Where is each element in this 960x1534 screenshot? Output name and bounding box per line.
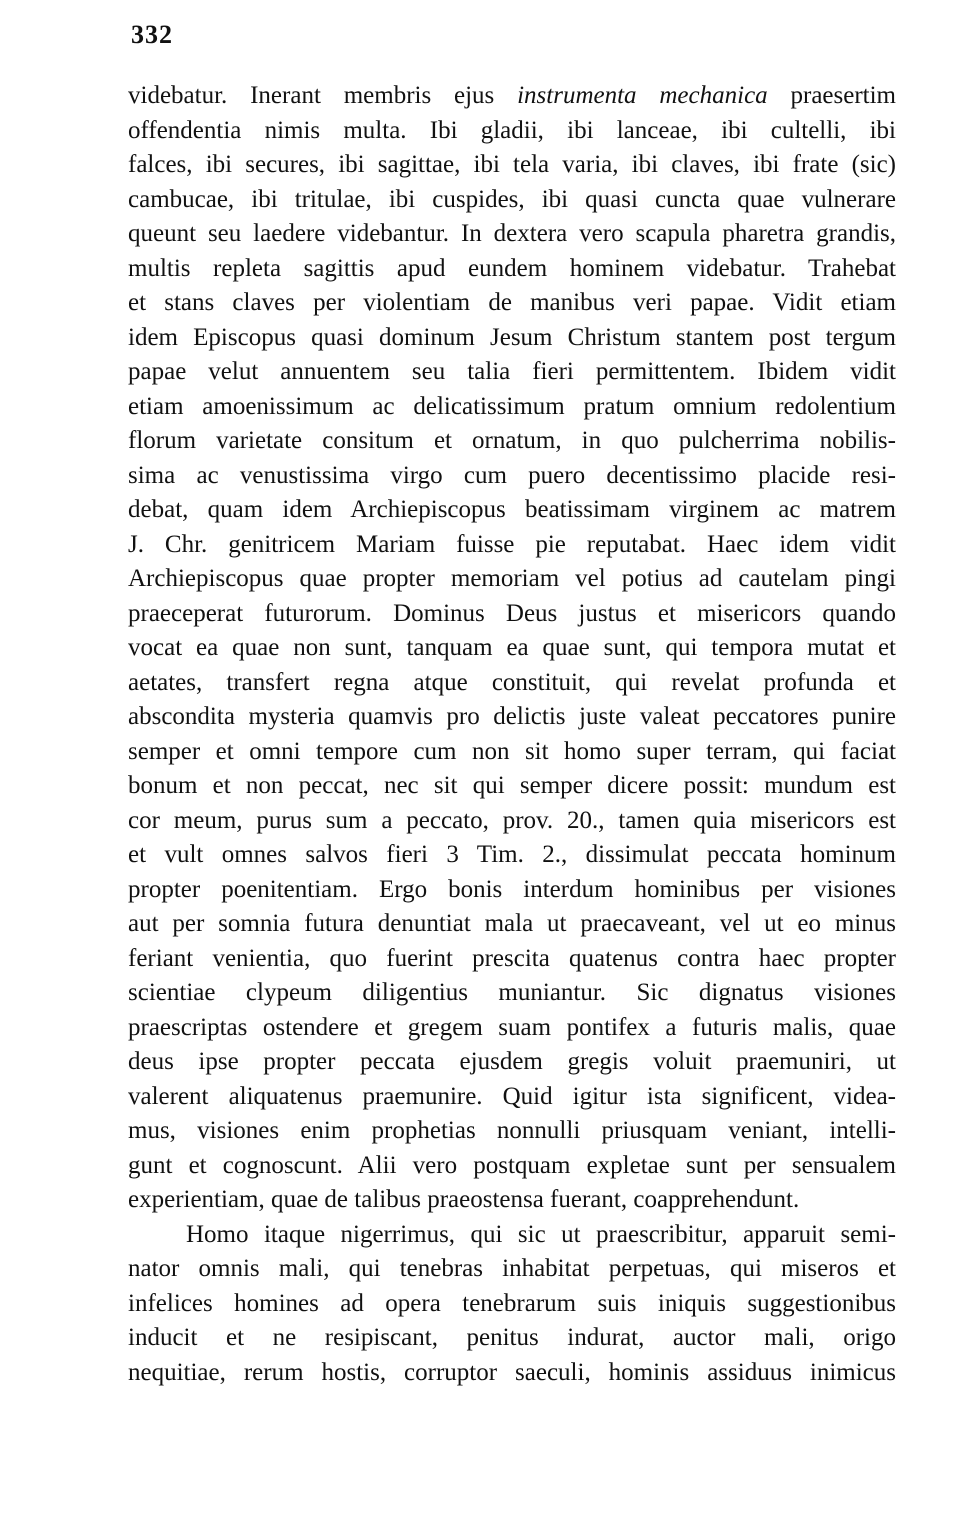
line-text: experientiam, quae de talibus praeostensa fuerant, coapprehendunt. xyxy=(128,1186,800,1213)
line-text: florum varietate consitum et ornatum, in quo pulcherrima nobilis- xyxy=(128,427,896,454)
line-text: semper et omni tempore cum non sit homo super terram, qui faciat xyxy=(128,737,896,765)
line-text: Homo itaque nigerrimus, qui sic ut praescribitur, apparuit semi- xyxy=(186,1220,896,1248)
line-italic-text: instrumenta mechanica xyxy=(517,82,768,109)
text-line xyxy=(128,1114,896,1149)
body-text xyxy=(128,79,896,1390)
text-line xyxy=(128,1080,896,1115)
line-text: et vult omnes salvos fieri 3 Tim. 2., dissimulat peccata hominum xyxy=(128,841,896,868)
line-text: nator omnis mali, qui tenebras inhabitat perpetuas, qui miseros et xyxy=(128,1255,896,1282)
text-line xyxy=(128,321,896,356)
line-text: vocat ea quae non sunt, tanquam ea quae sunt, qui tempora mutat et xyxy=(128,634,896,661)
text-line xyxy=(128,631,896,666)
text-line xyxy=(128,1321,896,1356)
line-text: J. Chr. genitricem Mariam fuisse pie reputabat. Haec idem vidit xyxy=(128,530,896,558)
line-text: cambucae, ibi tritulae, ibi cuspides, ibi quasi cuncta quae vulnerare xyxy=(128,185,896,213)
line-text: debat, quam idem Archiepiscopus beatissimam virginem ac matrem xyxy=(128,496,896,523)
text-line xyxy=(128,838,896,873)
text-line xyxy=(128,942,896,977)
line-text: aut per somnia futura denuntiat mala ut praecaveant, vel ut eo minus xyxy=(128,910,896,937)
text-line xyxy=(128,424,896,459)
text-line xyxy=(128,976,896,1011)
text-line xyxy=(128,217,896,252)
text-line xyxy=(128,1011,896,1046)
line-text: offendentia nimis multa. Ibi gladii, ibi lanceae, ibi cultelli, ibi xyxy=(128,116,896,144)
text-line xyxy=(128,700,896,735)
line-text: multis repleta sagittis apud eundem hominem videbatur. Trahebat xyxy=(128,254,896,282)
text-line xyxy=(128,907,896,942)
text-line xyxy=(128,562,896,597)
text-line xyxy=(128,1218,896,1253)
text-line xyxy=(128,1287,896,1322)
line-text: praescriptas ostendere et gregem suam pontifex a futuris malis, quae xyxy=(128,1013,896,1041)
line-text: scientiae clypeum diligentius muniantur. Sic dignatus visiones xyxy=(128,979,896,1006)
line-text: nequitiae, rerum hostis, corruptor saeculi, hominis assiduus inimicus xyxy=(128,1358,896,1386)
text-line xyxy=(128,735,896,770)
text-line xyxy=(128,459,896,494)
text-line xyxy=(128,1183,896,1218)
line-text: propter poenitentiam. Ergo bonis interdum hominibus per visiones xyxy=(128,875,896,903)
line-text: gunt et cognoscunt. Alii vero postquam expletae sunt per sensualem xyxy=(128,1151,896,1179)
text-line xyxy=(128,114,896,149)
text-line xyxy=(128,597,896,632)
line-text: infelices homines ad opera tenebrarum suis iniquis suggestionibus xyxy=(128,1289,896,1317)
text-line xyxy=(128,183,896,218)
text-line xyxy=(128,1356,896,1391)
line-text: aetates, transfert regna atque constituit, qui revelat profunda et xyxy=(128,668,896,696)
line-text-continued: praesertim xyxy=(767,82,896,109)
line-text: cor meum, purus sum a peccato, prov. 20., tamen quia misericors est xyxy=(128,806,896,834)
line-text: falces, ibi secures, ibi sagittae, ibi tela varia, ibi claves, ibi frate (sic) xyxy=(128,151,896,178)
line-text: videbatur. Inerant membris ejus xyxy=(128,82,518,109)
text-line xyxy=(128,1149,896,1184)
text-line xyxy=(128,769,896,804)
line-text: inducit et ne resipiscant, penitus indurat, auctor mali, origo xyxy=(128,1324,896,1351)
text-line xyxy=(128,252,896,287)
line-text: valerent aliquatenus praemunire. Quid igitur ista significent, videa- xyxy=(128,1082,896,1110)
text-line xyxy=(128,1252,896,1287)
line-text: deus ipse propter peccata ejusdem gregis voluit praemuniri, ut xyxy=(128,1048,896,1075)
text-line xyxy=(128,528,896,563)
line-text: feriant venientia, quo fuerint prescita quatenus contra haec propter xyxy=(128,944,896,972)
text-line xyxy=(128,286,896,321)
line-text: bonum et non peccat, nec sit qui semper dicere possit: mundum est xyxy=(128,772,896,799)
line-text: idem Episcopus quasi dominum Jesum Christum stantem post tergum xyxy=(128,323,896,351)
line-text: Archiepiscopus quae propter memoriam vel potius ad cautelam pingi xyxy=(128,565,896,592)
text-line xyxy=(128,1045,896,1080)
text-line xyxy=(128,493,896,528)
line-text: queunt seu laedere videbantur. In dextera vero scapula pharetra grandis, xyxy=(128,220,896,247)
line-text: mus, visiones enim prophetias nonnulli priusquam veniant, intelli- xyxy=(128,1117,896,1144)
text-line xyxy=(128,873,896,908)
text-line xyxy=(128,666,896,701)
text-line xyxy=(128,804,896,839)
text-line xyxy=(128,79,896,114)
text-line xyxy=(128,148,896,183)
line-text: abscondita mysteria quamvis pro delictis juste valeat peccatores punire xyxy=(128,703,896,730)
line-text: et stans claves per violentiam de manibus veri papae. Vidit etiam xyxy=(128,289,896,316)
line-text: sima ac venustissima virgo cum puero decentissimo placide resi- xyxy=(128,461,896,489)
text-line xyxy=(128,390,896,425)
line-text: praeceperat futurorum. Dominus Deus justus et misericors quando xyxy=(128,599,896,627)
text-line xyxy=(128,355,896,390)
line-text: etiam amoenissimum ac delicatissimum pratum omnium redolentium xyxy=(128,392,896,420)
page-number: 332 xyxy=(131,20,173,49)
line-text: papae velut annuentem seu talia fieri permittentem. Ibidem vidit xyxy=(128,358,896,385)
